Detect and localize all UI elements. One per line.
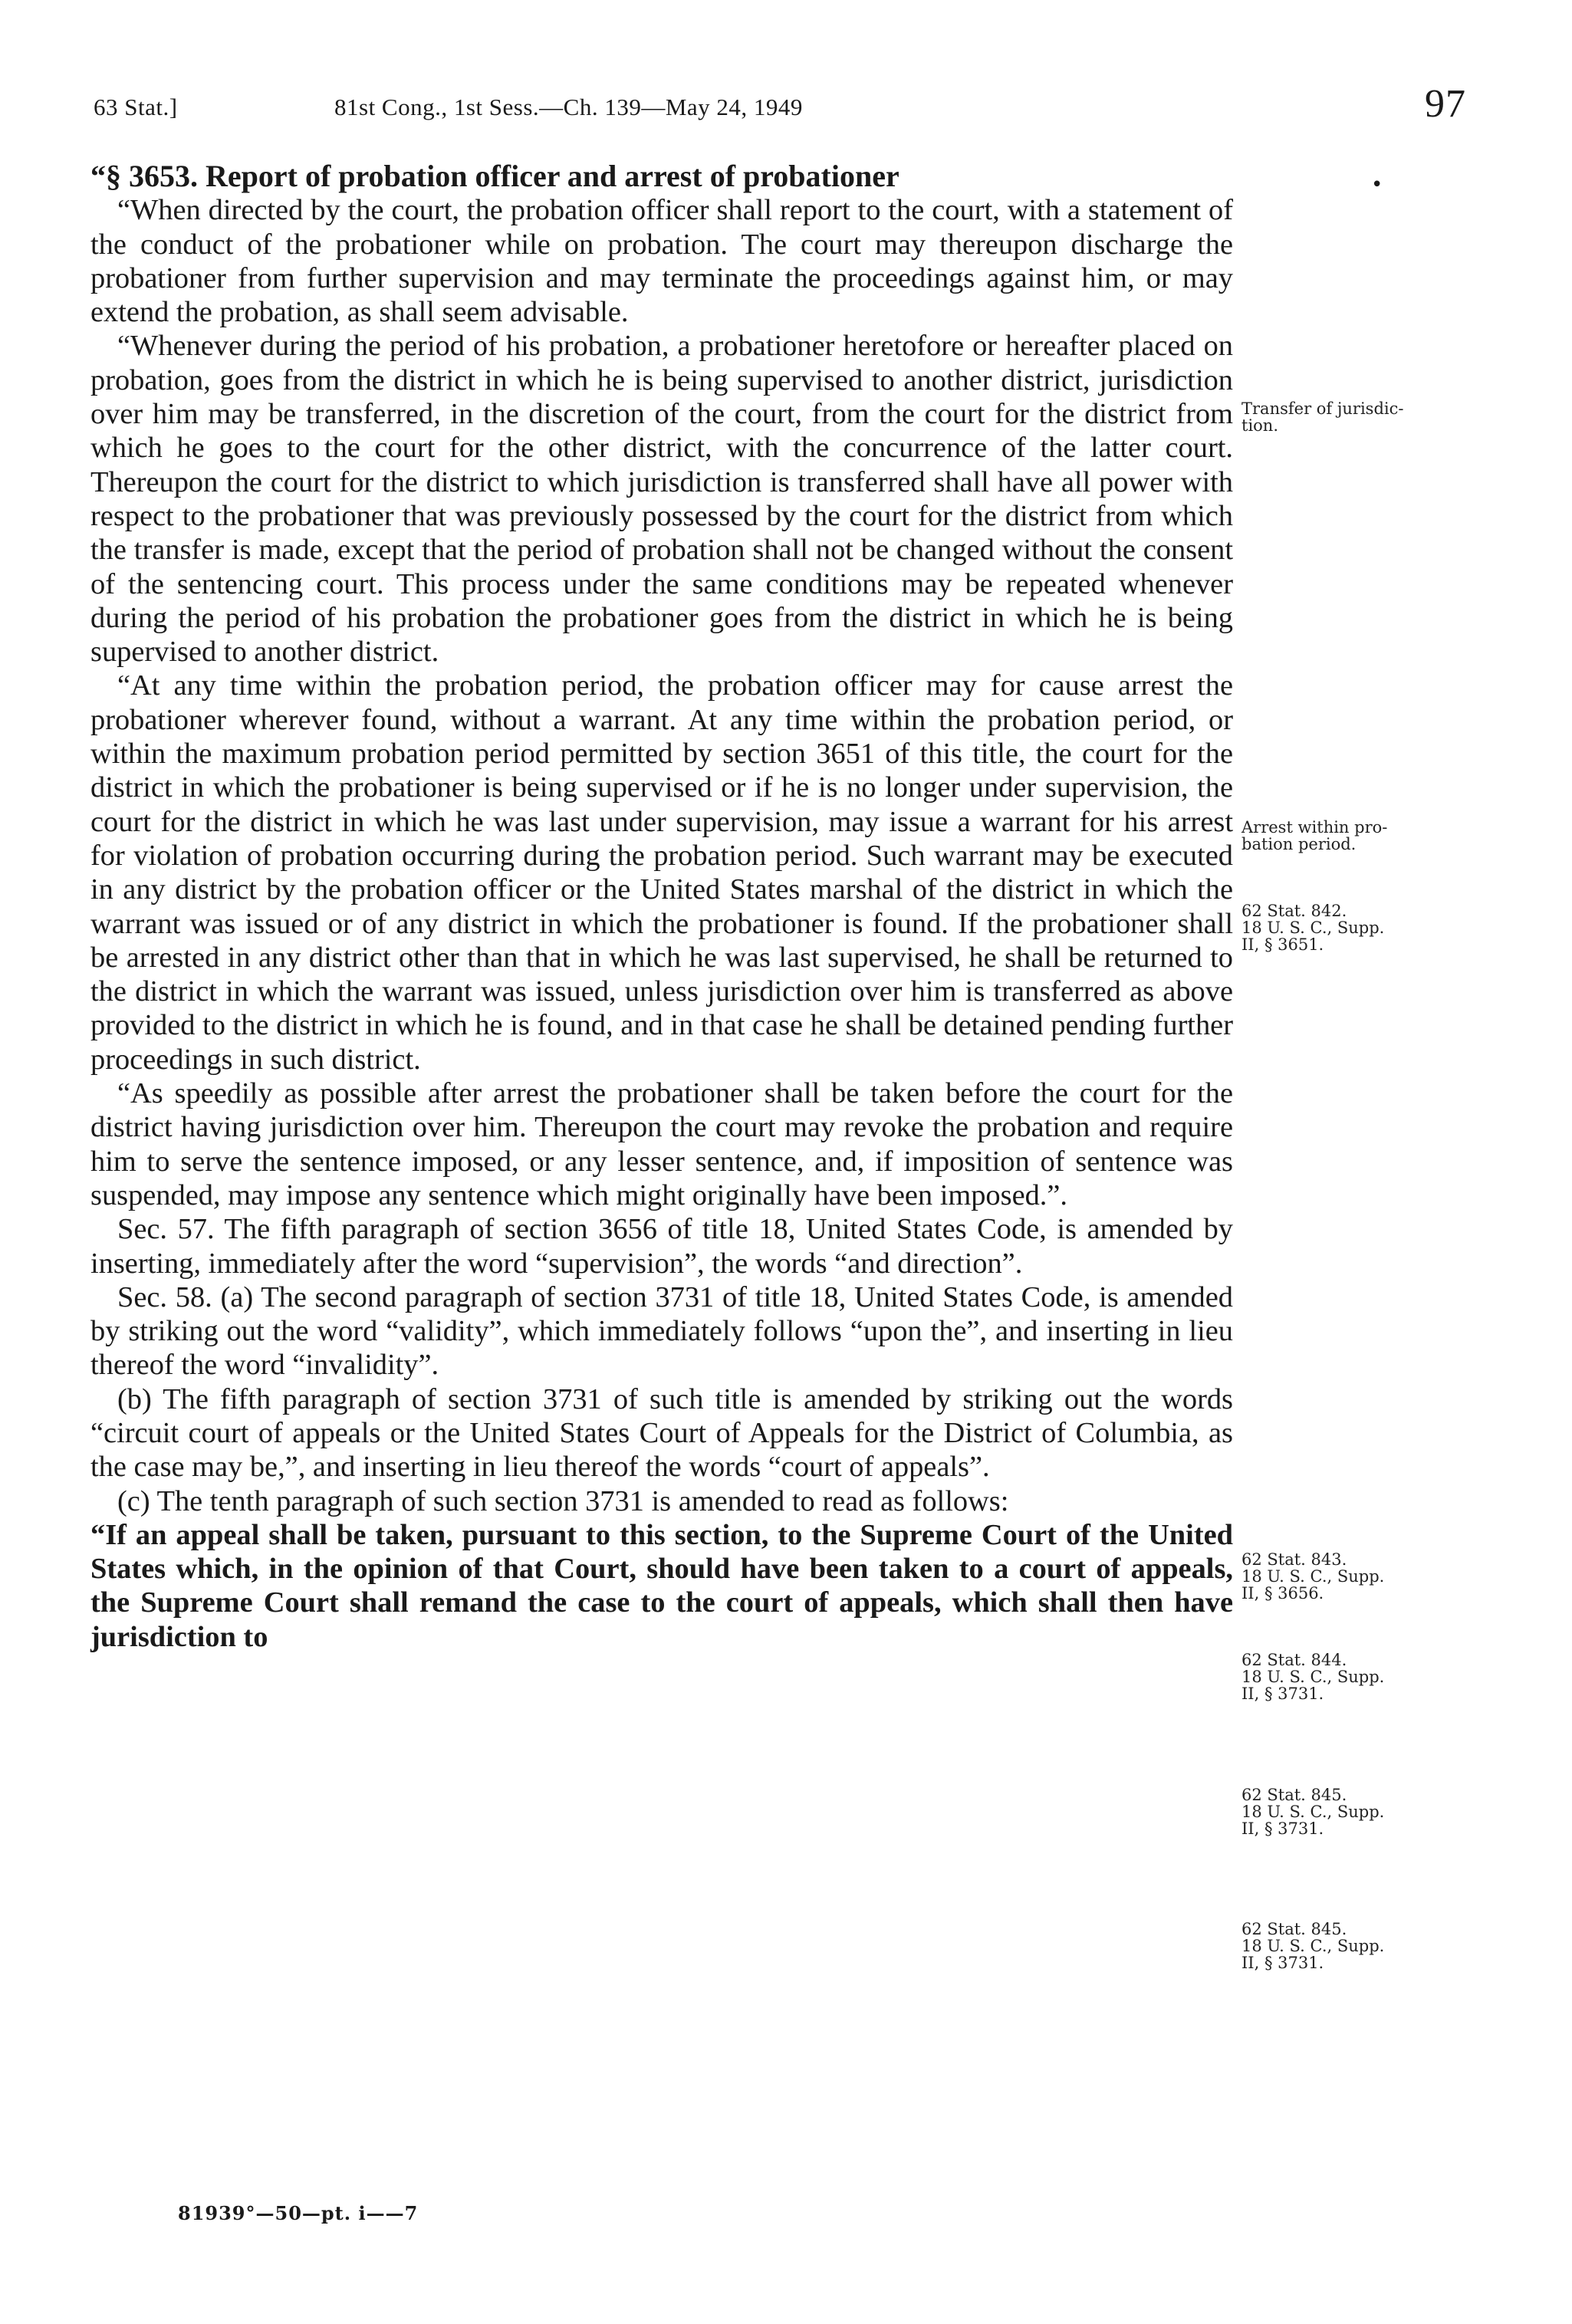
citation-line: 62 Stat. 842. xyxy=(1241,902,1347,920)
margin-citation-3731c xyxy=(1241,1921,1487,1971)
citation-line: 18 U. S. C., Supp. xyxy=(1241,919,1385,937)
running-head-session: 81st Cong., 1st Sess.—Ch. 139—May 24, 1949 xyxy=(334,94,803,120)
paragraph-transfer: “Whenever during the period of his probation, a probationer heretofore or hereafter placed on probation, goes from the district in which he is being supervised to another district, jurisdiction over him may be transferred, in the discretion of the court, from the court for the district from which he goes to the court for the other district, with the concurrence of the latter court. Thereupon the court for the district to which jurisdiction is transferred shall have all power with respect to the probationer that was previously possessed by the court for the district from which the transfer is made, except that the period of probation shall not be changed without the consent of the sentencing court. This process under the same conditions may be repeated whenever during the period of his probation the probationer goes from the district in which he is being supervised to another district. xyxy=(90,330,1233,669)
paragraph-report: “When directed by the court, the probation officer shall report to the court, with a statement of the conduct of the probationer while on probation. The court may thereupon discharge the probationer from further supervision and may terminate the proceedings against him, or may extend the probation, as shall seem advisable. xyxy=(90,194,1233,329)
margin-citation-3656 xyxy=(1241,1551,1487,1602)
paragraph-quoted-amendment: “If an appeal shall be taken, pursuant to this section, to the Supreme Court of the United States which, in the opinion of that Court, should have been taken to a court of appeals, the Supreme Court shall remand the case to the court of appeals, which shall then have jurisdiction to xyxy=(90,1518,1233,1653)
citation-line: II, § 3731. xyxy=(1241,1685,1324,1703)
margin-note-line: tion. xyxy=(1241,416,1278,435)
citation-line: 18 U. S. C., Supp. xyxy=(1241,1567,1385,1586)
margin-citation-3651 xyxy=(1241,902,1487,953)
citation-line: 18 U. S. C., Supp. xyxy=(1241,1668,1385,1686)
margin-citation-3731b xyxy=(1241,1787,1487,1837)
main-text-column xyxy=(90,159,1233,1654)
citation-line: 18 U. S. C., Supp. xyxy=(1241,1937,1385,1955)
citation-line: 62 Stat. 845. xyxy=(1241,1920,1347,1938)
margin-note-line: Arrest within pro- xyxy=(1241,818,1388,837)
citation-line: 18 U. S. C., Supp. xyxy=(1241,1803,1385,1821)
citation-line: 62 Stat. 845. xyxy=(1241,1786,1347,1804)
bullet-mark-icon: • xyxy=(1371,173,1383,196)
paragraph-sec-57: Sec. 57. The fifth paragraph of section 3656 of title 18, United States Code, is amended by inserting, immediately after the word “supervision”, the words “and direction”. xyxy=(90,1213,1233,1280)
paragraph-arrest: “At any time within the probation period, the probation officer may for cause arrest the probationer wherever found, without a warrant. At any time within the probation period, or within the maximum probation period permitted by section 3651 of this title, the court for the district in which the probationer is being supervised or if he is no longer under supervision, the court for the district in which he was last under supervision, may issue a warrant for his arrest for violation of probation occurring during the probation period. Such warrant may be executed in any district by the probation officer or the United States marshal of the district in which the warrant was issued or of any district in which the probationer is found. If the probationer shall be arrested in any district other than that in which he was last supervised, he shall be returned to the district in which the warrant was issued, unless jurisdiction over him is transferred as above provided to the district in which he is found, and in that case he shall be detained pending further proceedings in such district. xyxy=(90,669,1233,1076)
running-head-volume: 63 Stat.] xyxy=(94,94,178,120)
section-number: “§ 3653. xyxy=(90,159,198,193)
margin-note-transfer xyxy=(1241,400,1487,434)
section-heading xyxy=(90,159,1233,193)
paragraph-sec-58a: Sec. 58. (a) The second paragraph of section 3731 of title 18, United States Code, is amended by striking out the word “validity”, which immediately follows “upon the”, and inserting in lieu thereof the word “invalidity”. xyxy=(90,1280,1233,1382)
page-number: 97 xyxy=(1425,82,1466,126)
margin-note-line: bation period. xyxy=(1241,835,1357,853)
citation-line: II, § 3731. xyxy=(1241,1954,1324,1972)
citation-line: II, § 3651. xyxy=(1241,935,1324,954)
paragraph-revoke: “As speedily as possible after arrest the probationer shall be taken before the court for the district having jurisdiction over him. Thereupon the court may revoke the probation and require him to serve the sentence imposed, or any lesser sentence, and, if imposition of sentence was suspended, may impose any sentence which might originally have been imposed.”. xyxy=(90,1077,1233,1211)
margin-citation-3731a xyxy=(1241,1652,1487,1702)
paragraph-sec-58b: (b) The fifth paragraph of section 3731 of such title is amended by striking out the words “circuit court of appeals or the United States Court of Appeals for the District of Columbia, as the case may be,”, and inserting in lieu thereof the words “court of appeals”. xyxy=(90,1382,1233,1484)
citation-line: II, § 3656. xyxy=(1241,1584,1324,1602)
section-title: Report of probation officer and arrest of probationer xyxy=(206,159,899,193)
margin-note-line: Transfer of jurisdic- xyxy=(1241,399,1404,418)
citation-line: II, § 3731. xyxy=(1241,1819,1324,1838)
printer-signature-footer: 81939°—50—pt. i——7 xyxy=(178,2202,419,2224)
paragraph-sec-58c: (c) The tenth paragraph of such section 3731 is amended to read as follows: xyxy=(117,1484,1009,1517)
margin-note-arrest xyxy=(1241,819,1487,853)
citation-line: 62 Stat. 844. xyxy=(1241,1651,1347,1669)
citation-line: 62 Stat. 843. xyxy=(1241,1550,1347,1569)
